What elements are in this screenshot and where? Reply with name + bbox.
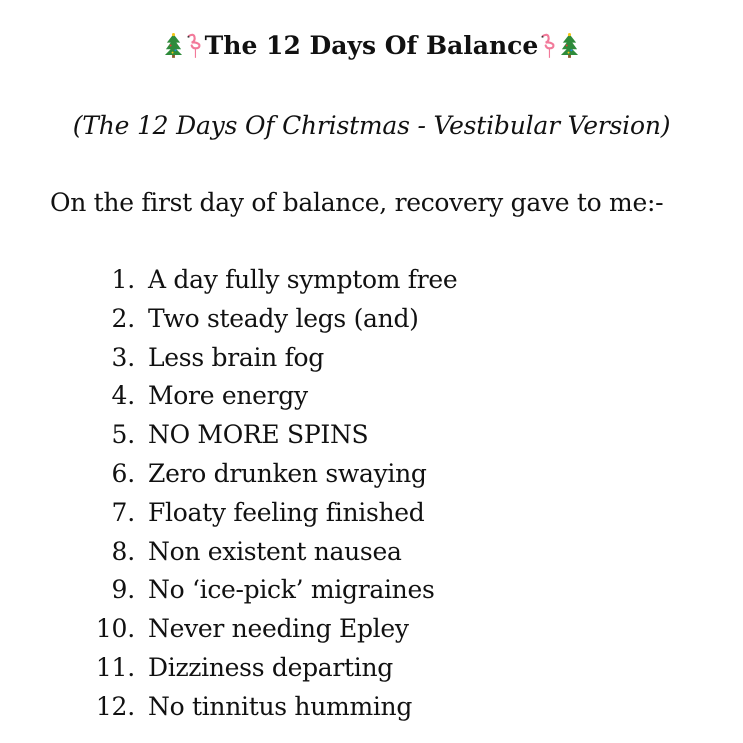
item-text: Zero drunken swaying	[148, 458, 427, 488]
list-item	[0, 301, 743, 340]
wish-list	[0, 262, 743, 728]
item-number: 11.	[95, 652, 135, 682]
item-number: 8.	[111, 536, 135, 566]
item-text: Two steady legs (and)	[148, 303, 419, 333]
item-number: 3.	[111, 342, 135, 372]
item-text: Non existent nausea	[148, 536, 402, 566]
item-text: Less brain fog	[148, 342, 325, 372]
title-row	[0, 28, 743, 64]
flamingo-icon	[185, 32, 204, 59]
item-text: No tinnitus humming	[148, 691, 413, 721]
item-number: 2.	[111, 303, 135, 333]
item-text: More energy	[148, 381, 308, 411]
intro-line: On the first day of balance, recovery gave to me:-	[50, 188, 664, 217]
item-text: NO MORE SPINS	[148, 420, 369, 450]
list-item	[0, 495, 743, 534]
item-text: Never needing Epley	[148, 614, 409, 644]
list-item	[0, 262, 743, 301]
item-text: No ‘ice-pick’ migraines	[148, 575, 435, 605]
list-item	[0, 650, 743, 689]
item-number: 9.	[111, 575, 135, 605]
item-text: Dizziness departing	[148, 652, 393, 682]
christmas-tree-icon	[164, 32, 183, 59]
document-title: The 12 Days Of Balance	[204, 31, 539, 60]
item-number: 1.	[111, 265, 135, 294]
item-number: 12.	[95, 691, 135, 721]
list-item	[0, 572, 743, 611]
list-item	[0, 378, 743, 417]
list-item	[0, 611, 743, 650]
item-number: 4.	[111, 381, 135, 411]
list-item	[0, 340, 743, 379]
item-number: 6.	[111, 458, 135, 488]
item-text: Floaty feeling finished	[148, 497, 425, 527]
item-number: 5.	[111, 420, 135, 450]
flamingo-icon	[539, 32, 558, 59]
christmas-tree-icon	[560, 32, 579, 59]
list-item	[0, 456, 743, 495]
document-subtitle: (The 12 Days Of Christmas - Vestibular Version)	[72, 111, 671, 140]
item-number: 10.	[95, 614, 135, 644]
list-item	[0, 689, 743, 728]
item-number: 7.	[111, 497, 135, 527]
list-item	[0, 417, 743, 456]
item-text: A day fully symptom free	[148, 265, 458, 294]
list-item	[0, 534, 743, 573]
